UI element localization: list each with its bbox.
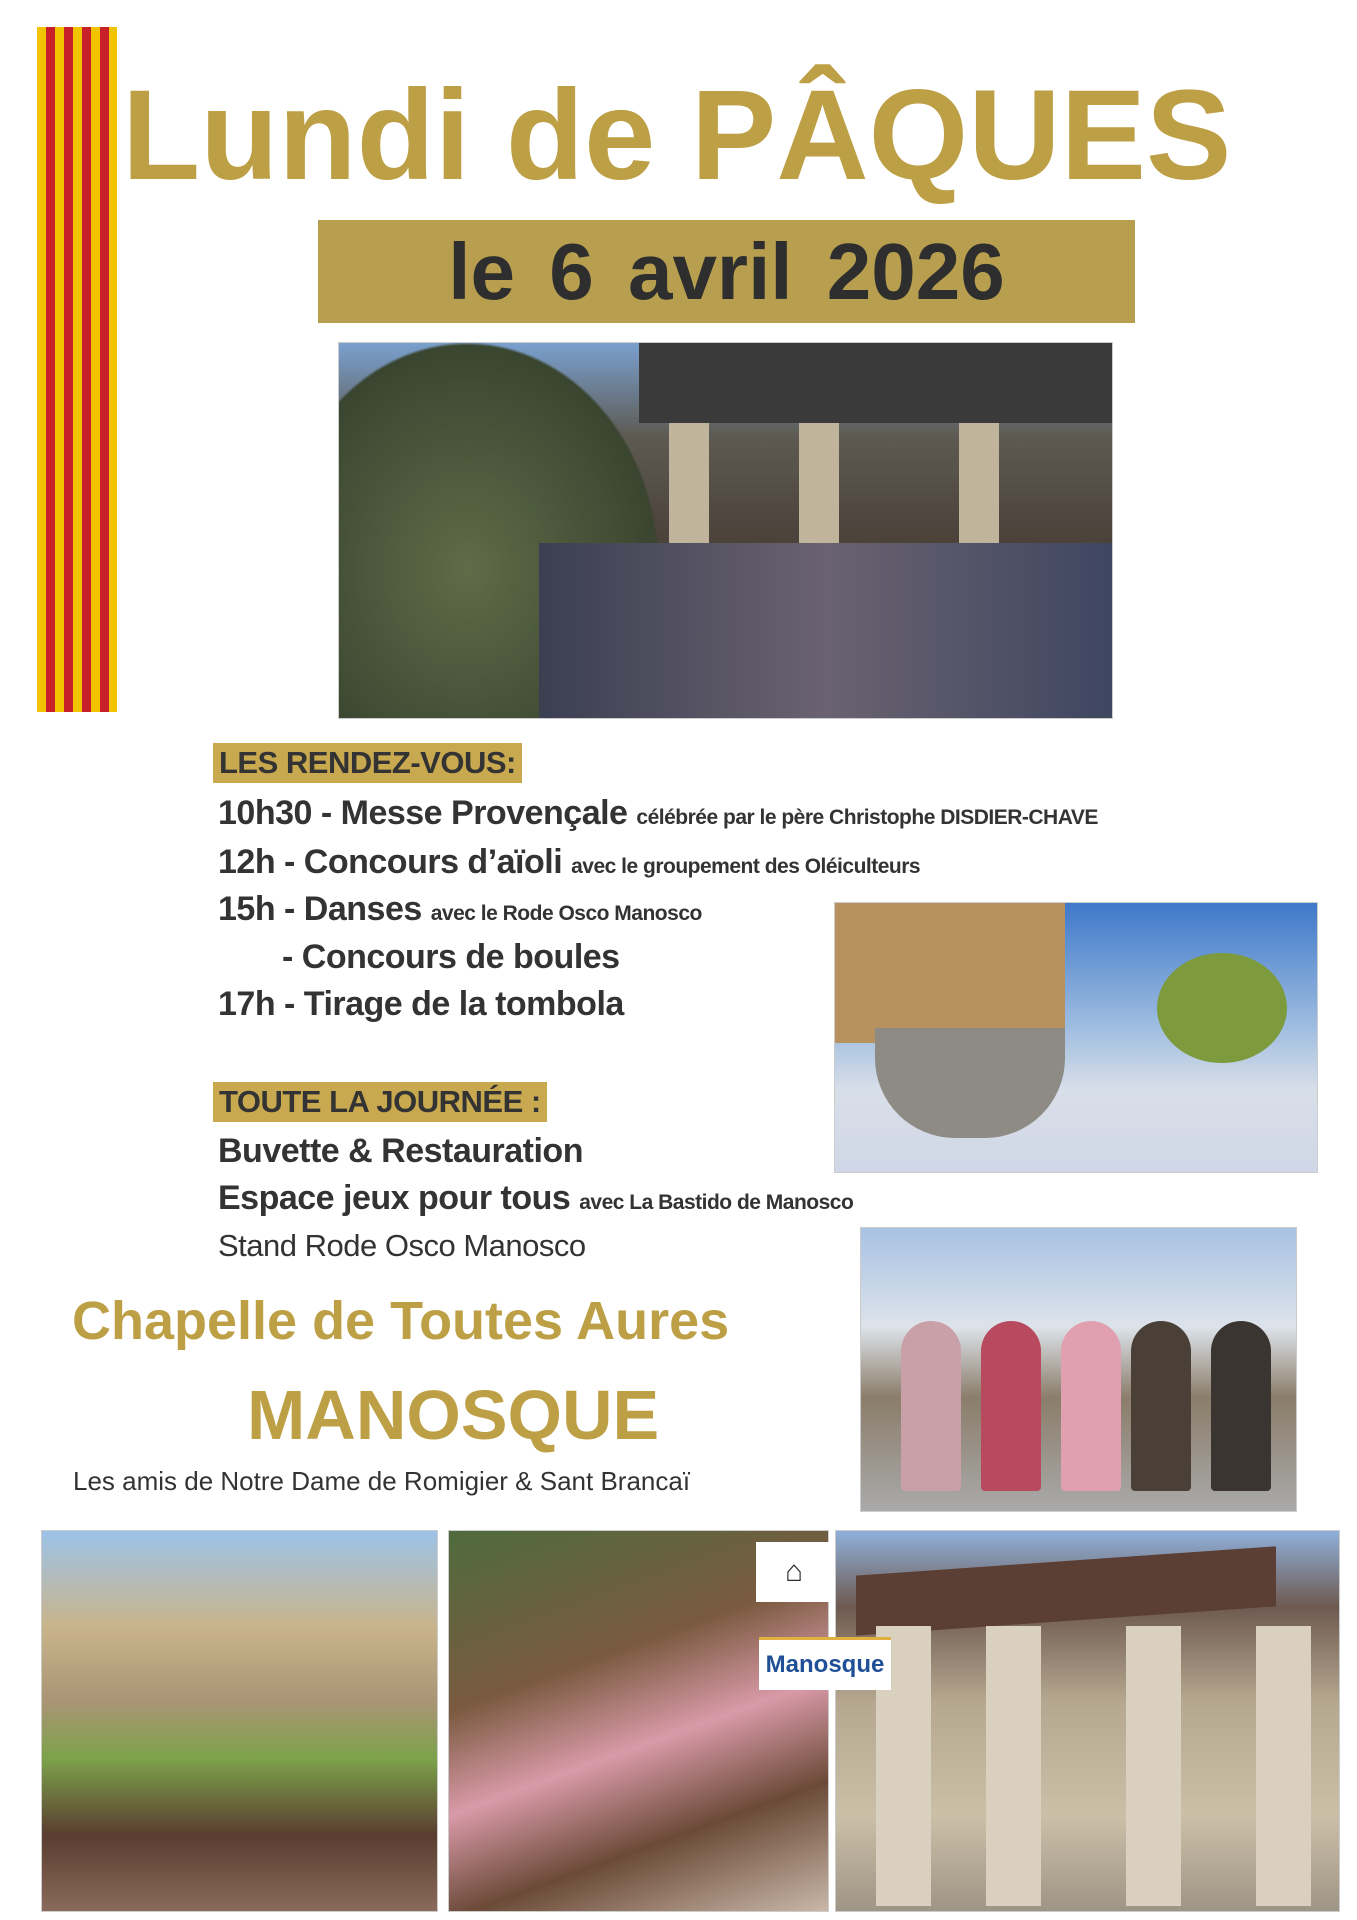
schedule-item: 15h - Danses avec le Rode Osco Manosco: [218, 890, 702, 928]
folk-dancers-photo: [860, 1227, 1297, 1512]
chapel-name: Chapelle de Toutes Aures: [72, 1291, 730, 1351]
schedule-item: 10h30 - Messe Provençale célébrée par le père Christophe DISDIER-CHAVE: [218, 794, 1098, 832]
aioli-mortar-photo: [834, 902, 1318, 1173]
journee-item: Stand Rode Osco Manosco: [218, 1228, 586, 1263]
organizer: Les amis de Notre Dame de Romigier & Sant Brancaï: [73, 1466, 691, 1496]
manosque-logo: Manosque: [759, 1637, 891, 1690]
schedule-item: - Concours de boules: [282, 938, 620, 976]
journee-item: Buvette & Restauration: [218, 1132, 583, 1170]
event-date: le 6 avril 2026: [318, 220, 1135, 323]
chapel-porch-photo: [835, 1530, 1340, 1912]
rendezvous-heading: LES RENDEZ-VOUS:: [213, 743, 522, 783]
chapel-crowd-photo: [338, 342, 1113, 719]
city-name: MANOSQUE: [247, 1376, 660, 1454]
page-title: Lundi de PÂQUES: [122, 64, 1232, 207]
sausage-picnic-photo: [41, 1530, 438, 1912]
provence-flag-stripes: [37, 27, 117, 712]
schedule-item: 12h - Concours d’aïoli avec le groupement des Oléiculteurs: [218, 843, 921, 881]
journee-heading: TOUTE LA JOURNÉE :: [213, 1082, 547, 1122]
association-logo-icon: ⌂: [756, 1542, 832, 1602]
schedule-item: 17h - Tirage de la tombola: [218, 985, 624, 1023]
journee-item: Espace jeux pour tous avec La Bastido de Manosco: [218, 1179, 854, 1217]
